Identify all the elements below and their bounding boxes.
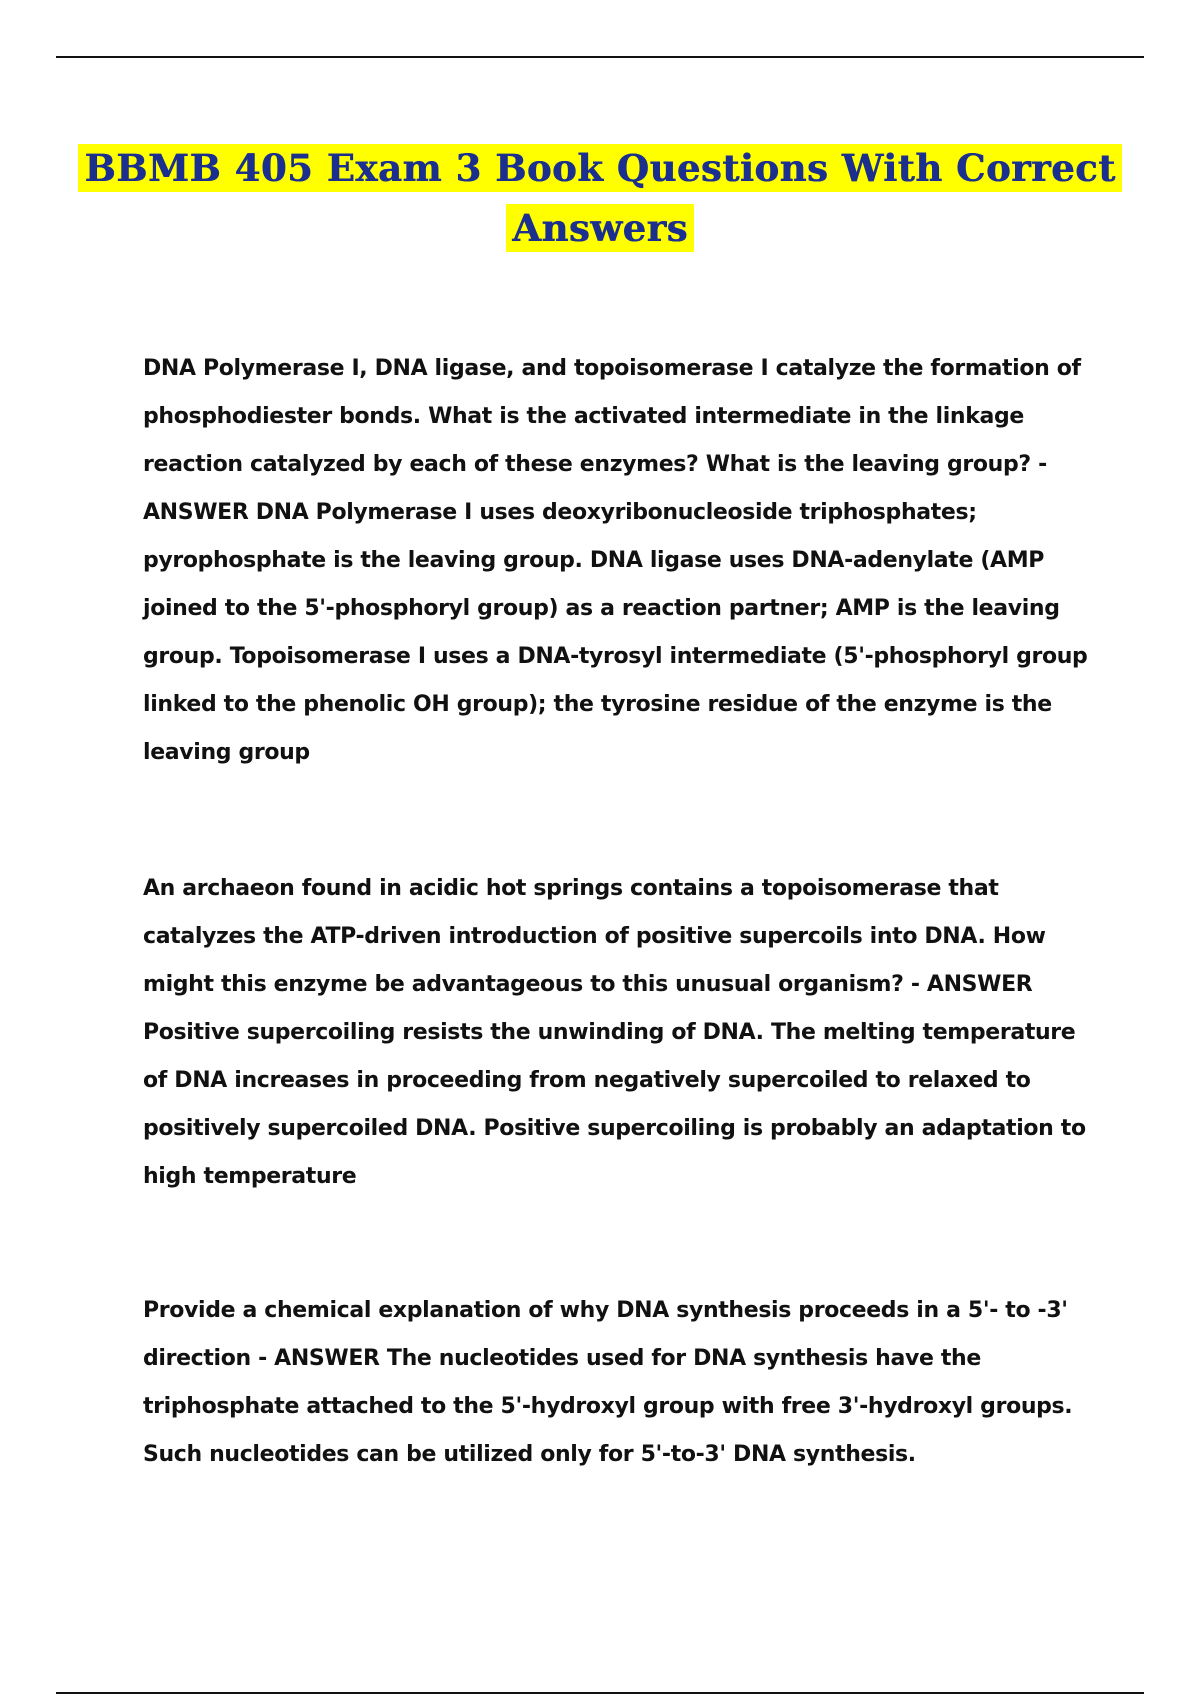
document-title: BBMB 405 Exam 3 Book Questions With Correct Answers xyxy=(78,144,1121,252)
bottom-horizontal-rule xyxy=(56,1692,1144,1694)
top-horizontal-rule xyxy=(56,56,1144,58)
qa-entry-positive-supercoils: An archaeon found in acidic hot springs contains a topoisomerase that catalyzes the ATP-driven introduction of positive supercoils into DNA. How might this enzyme be advantageous to this unusual organism? - ANSWER Positive supercoiling resists the unwinding of DNA. The melting temperature of DNA increases in proceeding from negatively supercoiled to relaxed to positively supercoiled DNA. Positive supercoiling is probably an adaptation to high temperature xyxy=(143,876,1086,1189)
qa-entry-synthesis-direction: Provide a chemical explanation of why DNA synthesis proceeds in a 5'- to -3' direction - ANSWER The nucleotides used for DNA synthesis have the triphosphate attached to the 5'-hydroxyl group with free 3'-hydroxyl groups. Such nucleotides can be utilized only for 5'-to-3' DNA synthesis. xyxy=(143,1298,1073,1467)
title-block xyxy=(60,138,1140,258)
qa-entry-phosphodiester-bonds: DNA Polymerase I, DNA ligase, and topoisomerase I catalyze the formation of phosphodiester bonds. What is the activated intermediate in the linkage reaction catalyzed by each of these enzymes? What is the leaving group? - ANSWER DNA Polymerase I uses deoxyribonucleoside triphosphates; pyrophosphate is the leaving group. DNA ligase uses DNA-adenylate (AMP joined to the 5'-phosphoryl group) as a reaction partner; AMP is the leaving group. Topoisomerase I uses a DNA-tyrosyl intermediate (5'-phosphoryl group linked to the phenolic OH group); the tyrosine residue of the enzyme is the leaving group xyxy=(143,356,1088,765)
